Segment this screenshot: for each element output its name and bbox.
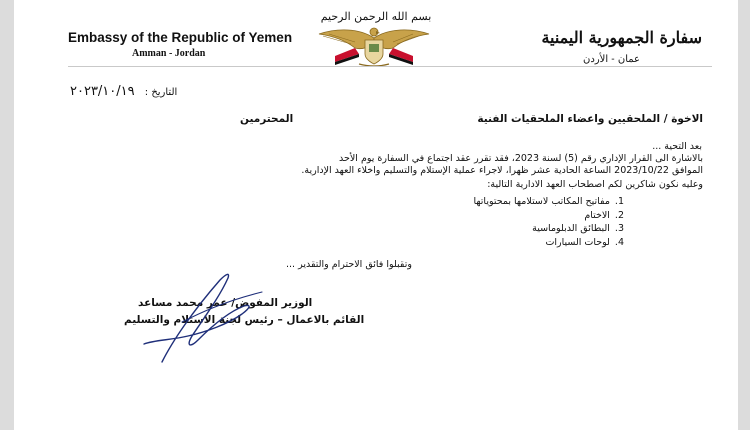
signer-name: الوزير المفوض/ عمر محمد مساعد <box>138 297 313 309</box>
closing-line: وتقبلوا فائق الاحترام والتقدير ... <box>286 259 412 270</box>
embassy-name-arabic: سفارة الجمهورية اليمنية <box>541 28 702 47</box>
date-value: ٢٠٢٣/١٠/١٩ <box>70 84 135 99</box>
date-line <box>70 84 177 99</box>
addressee: الاخوة / الملحقيين واعضاء الملحقيات الفنية <box>477 113 703 125</box>
header-divider <box>68 66 712 67</box>
list-item <box>474 223 624 237</box>
list-item <box>474 196 624 210</box>
date-label: التاريخ : <box>144 87 178 98</box>
list-item <box>474 237 624 251</box>
embassy-name-english: Embassy of the Republic of Yemen <box>68 30 293 45</box>
letter-page <box>14 0 738 430</box>
list-item-number: 1. <box>614 196 624 207</box>
list-item <box>474 210 624 224</box>
list-item-number: 4. <box>614 236 624 248</box>
items-list <box>474 196 624 250</box>
city-arabic: عمان - الأردن <box>583 54 640 65</box>
city-english: Amman - Jordan <box>132 48 206 59</box>
greeting: بعد التحية ... <box>652 141 702 152</box>
signer-title: القائم بالاعمال – رئيس لجنة الاستلام والتسليم <box>124 314 365 326</box>
list-item-number: 2. <box>614 209 624 221</box>
list-item-text: الاختام <box>584 209 610 221</box>
yemen-eagle-emblem-icon <box>315 22 433 68</box>
handwritten-signature-icon <box>132 262 282 368</box>
paragraph-2: الموافق 2023/10/22 الساعة الحادية عشر ظهرا، لاجراء عملية الإستلام والتسليم واخلاء العهد الإدارية. <box>301 165 703 176</box>
paragraph-3: وعليه نكون شاكرين لكم اصطحاب العهد الادارية التالية: <box>487 179 703 190</box>
list-item-text: لوحات السيارات <box>545 236 610 248</box>
bismillah-text: بسم الله الرحمن الرحيم <box>320 10 432 23</box>
list-item-text: مفاتيح المكاتب لاستلامها بمحتوياتها <box>473 196 610 207</box>
addressee-honorific: المحترمين <box>240 113 294 125</box>
paragraph-1: بالاشارة الى القرار الإداري رقم (5) لسنة 2023، فقد تقرر عقد اجتماع في السفارة يوم الأحد <box>339 153 703 164</box>
list-item-number: 3. <box>614 223 624 234</box>
list-item-text: البطائق الدبلوماسية <box>532 223 610 234</box>
